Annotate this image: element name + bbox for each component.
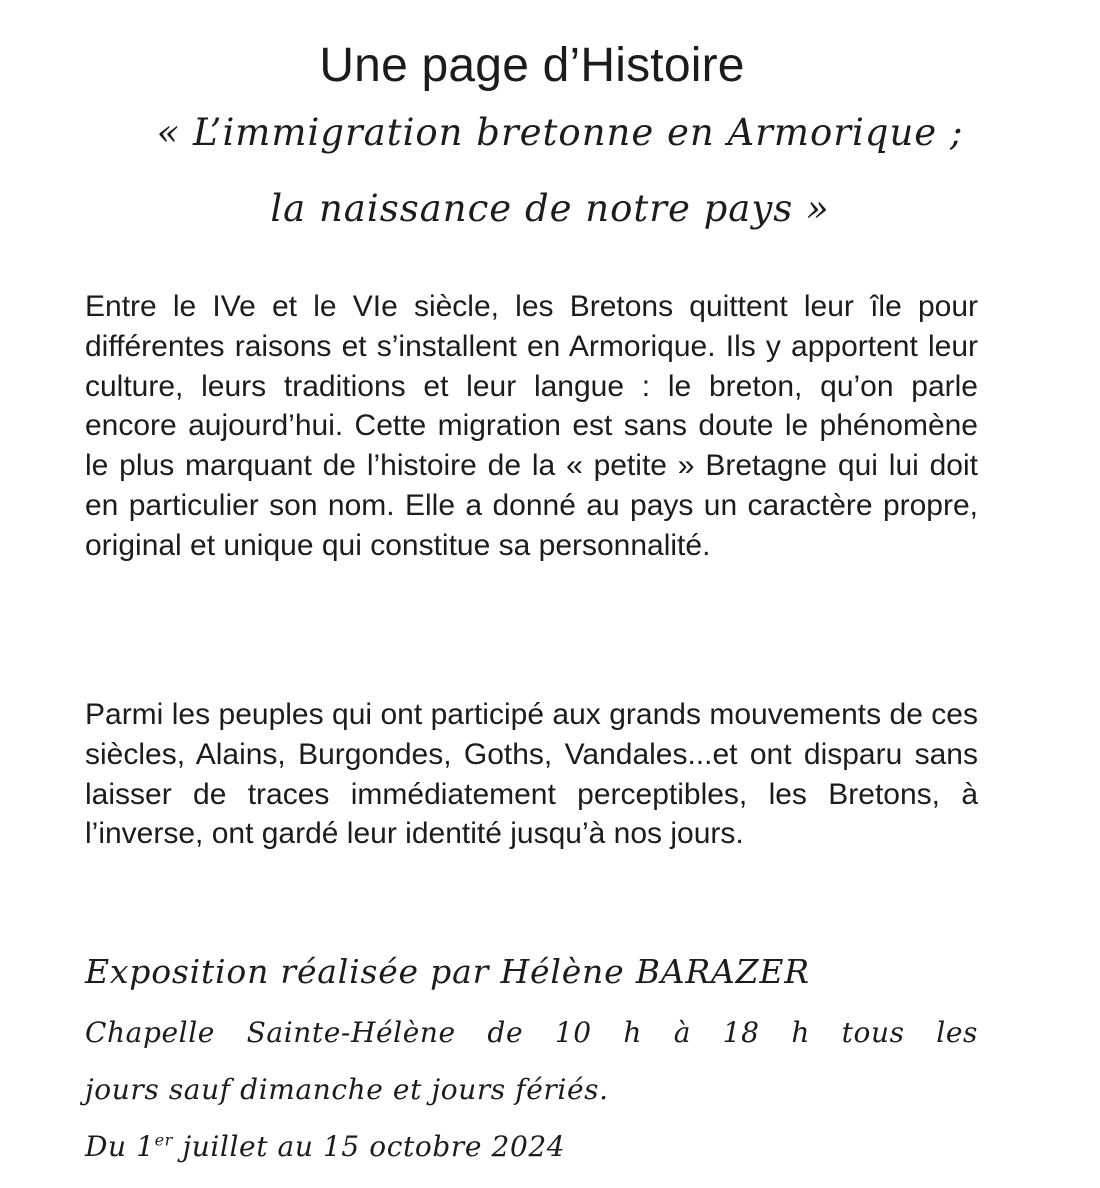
exhibition-location-line-2: jours sauf dimanche et jours fériés.: [85, 1073, 609, 1106]
dates-suffix: juillet au 15 octobre 2024: [172, 1130, 566, 1163]
dates-prefix: Du 1: [85, 1130, 155, 1163]
paragraph-1: Entre le IVe et le VIe siècle, les Bretons quittent leur île pour différentes raisons et s’installent en Armorique. Ils y apportent leur culture, leurs traditions et leur langue : le breton, qu’on parle encore aujourd’hui. Cette migration est sans doute le phénomène le plus marquant de l’histoire de la « petite » Bretagne qui lui doit en particulier son nom. Elle a donné au pays un caractère propre, original et unique qui constitue sa personnalité.: [85, 290, 978, 562]
subtitle-line-2: la naissance de notre pays »: [270, 187, 830, 230]
exhibition-dates: [85, 1127, 978, 1167]
exhibition-location-line-1: Chapelle Sainte-Hélène de 10 h à 18 h tous les: [85, 1016, 978, 1049]
dates-superscript: er: [154, 1130, 173, 1150]
page-title: Une page d’Histoire: [319, 39, 745, 92]
paragraph-2: Parmi les peuples qui ont participé aux grands mouvements de ces siècles, Alains, Burgondes, Goths, Vandales...et ont disparu sans laisser de traces immédiatement perceptibles, les Bretons, à l’inverse, ont gardé leur identité jusqu’à nos jours.: [85, 698, 978, 851]
subtitle-line-1: « L’immigration bretonne en Armorique ;: [156, 111, 964, 154]
exhibition-credit: Exposition réalisée par Hélène BARAZER: [85, 952, 810, 991]
